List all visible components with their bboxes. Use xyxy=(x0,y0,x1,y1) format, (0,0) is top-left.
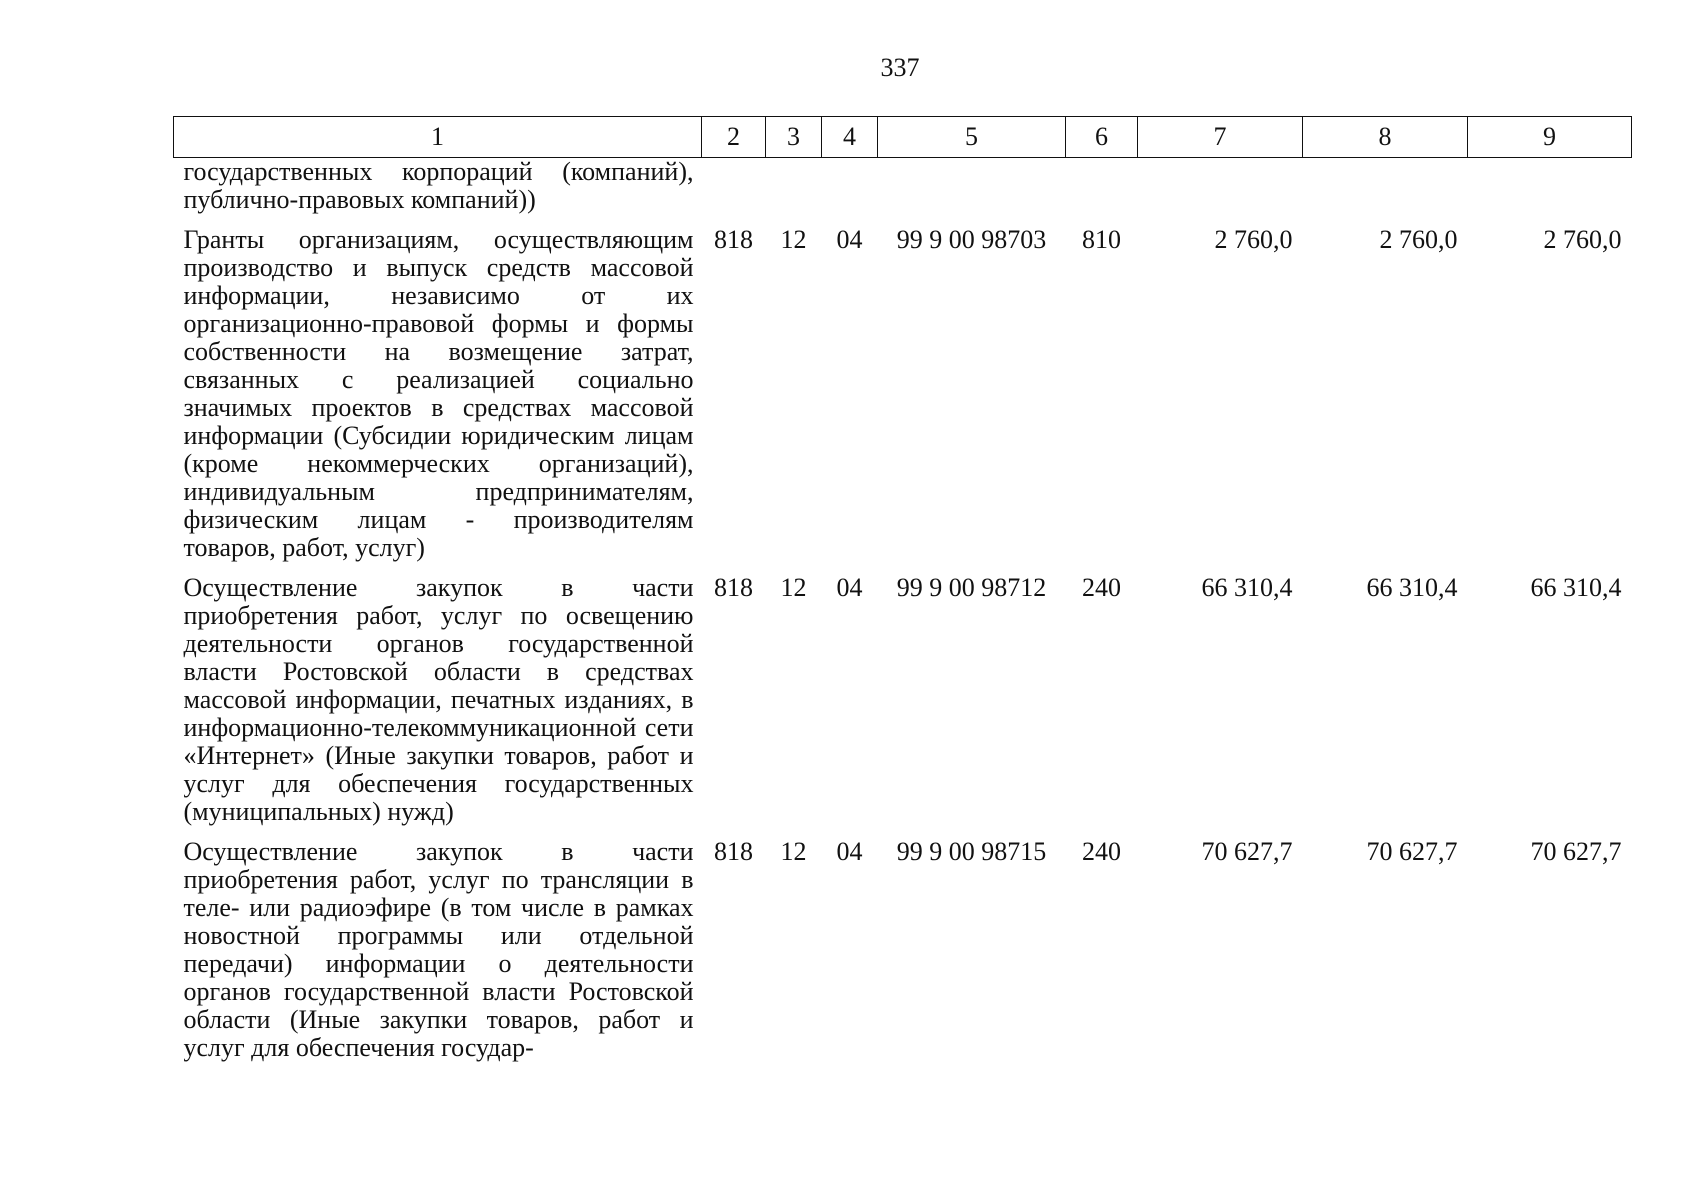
row-section-code: 12 xyxy=(780,225,807,254)
header-col-5: 5 xyxy=(878,117,1066,158)
row-amount-9: 66 310,4 xyxy=(1530,573,1622,602)
row-amount-7: 70 627,7 xyxy=(1201,837,1293,866)
table-row xyxy=(174,226,1632,574)
table-header xyxy=(174,117,1632,158)
row-ministry-code: 818 xyxy=(714,573,753,602)
row-section-code: 12 xyxy=(780,573,807,602)
row-description: Гранты организациям, осуществляющим производство и выпуск средств массовой информации, независимо от их организационно-правовой формы и формы собственности на возмещение затрат, связанных с реализацией социально значимых проектов в средствах массовой информации (Субсидии юридическим лицам (кроме некоммерческих организаций), индивидуальным предпринимателям, физическим лицам - производителям товаров, работ, услуг) xyxy=(183,225,694,562)
table-row xyxy=(174,838,1632,1062)
row-amount-9 xyxy=(1468,158,1632,227)
row-subsection-code: 04 xyxy=(836,225,863,254)
row-ministry-code: 818 xyxy=(714,225,753,254)
row-amount-9: 2 760,0 xyxy=(1543,225,1622,254)
row-expense-type: 240 xyxy=(1082,837,1121,866)
row-target-code xyxy=(878,158,1066,227)
row-amount-7: 66 310,4 xyxy=(1201,573,1293,602)
row-amount-7: 2 760,0 xyxy=(1214,225,1293,254)
header-col-2: 2 xyxy=(702,117,766,158)
header-col-7: 7 xyxy=(1138,117,1303,158)
header-col-9: 9 xyxy=(1468,117,1632,158)
row-description: Осуществление закупок в части приобретения работ, услуг по освещению деятельности органов государственной власти Ростовской области в средствах массовой информации, печатных изданиях, в информационно-телекоммуникационной сети «Интернет» (Иные закупки товаров, работ и услуг для обеспечения государственных (муниципальных) нужд) xyxy=(183,573,694,826)
row-expense-type: 240 xyxy=(1082,573,1121,602)
row-subsection-code: 04 xyxy=(836,837,863,866)
row-target-code: 99 9 00 98712 xyxy=(896,573,1047,602)
table-row xyxy=(174,158,1632,227)
row-ministry-code xyxy=(702,158,766,227)
row-ministry-code: 818 xyxy=(714,837,753,866)
row-target-code: 99 9 00 98703 xyxy=(896,225,1047,254)
budget-table xyxy=(173,116,1632,1062)
row-description: Осуществление закупок в части приобретения работ, услуг по трансляции в теле- или радиоэфире (в том числе в рамках новостной программы или отдельной передачи) информации о деятельности органов государственной власти Ростовской области (Иные закупки товаров, работ и услуг для обеспечения государ- xyxy=(183,837,694,1062)
table-row xyxy=(174,574,1632,838)
row-amount-8: 70 627,7 xyxy=(1366,837,1458,866)
row-expense-type xyxy=(1066,158,1138,227)
header-col-3: 3 xyxy=(766,117,822,158)
page-number: 337 xyxy=(880,53,920,82)
header-col-1: 1 xyxy=(174,117,702,158)
row-amount-8: 2 760,0 xyxy=(1379,225,1458,254)
row-section-code xyxy=(766,158,822,227)
row-amount-8 xyxy=(1303,158,1468,227)
row-subsection-code xyxy=(822,158,878,227)
row-expense-type: 810 xyxy=(1082,225,1121,254)
row-target-code: 99 9 00 98715 xyxy=(896,837,1047,866)
row-amount-7 xyxy=(1138,158,1303,227)
header-row xyxy=(174,117,1632,158)
header-col-6: 6 xyxy=(1066,117,1138,158)
header-col-4: 4 xyxy=(822,117,878,158)
table-body xyxy=(174,158,1632,1063)
row-amount-9: 70 627,7 xyxy=(1530,837,1622,866)
row-subsection-code: 04 xyxy=(836,573,863,602)
header-col-8: 8 xyxy=(1303,117,1468,158)
row-description: государственных корпораций (компаний), публично-правовых компаний)) xyxy=(183,157,694,214)
row-amount-8: 66 310,4 xyxy=(1366,573,1458,602)
row-section-code: 12 xyxy=(780,837,807,866)
